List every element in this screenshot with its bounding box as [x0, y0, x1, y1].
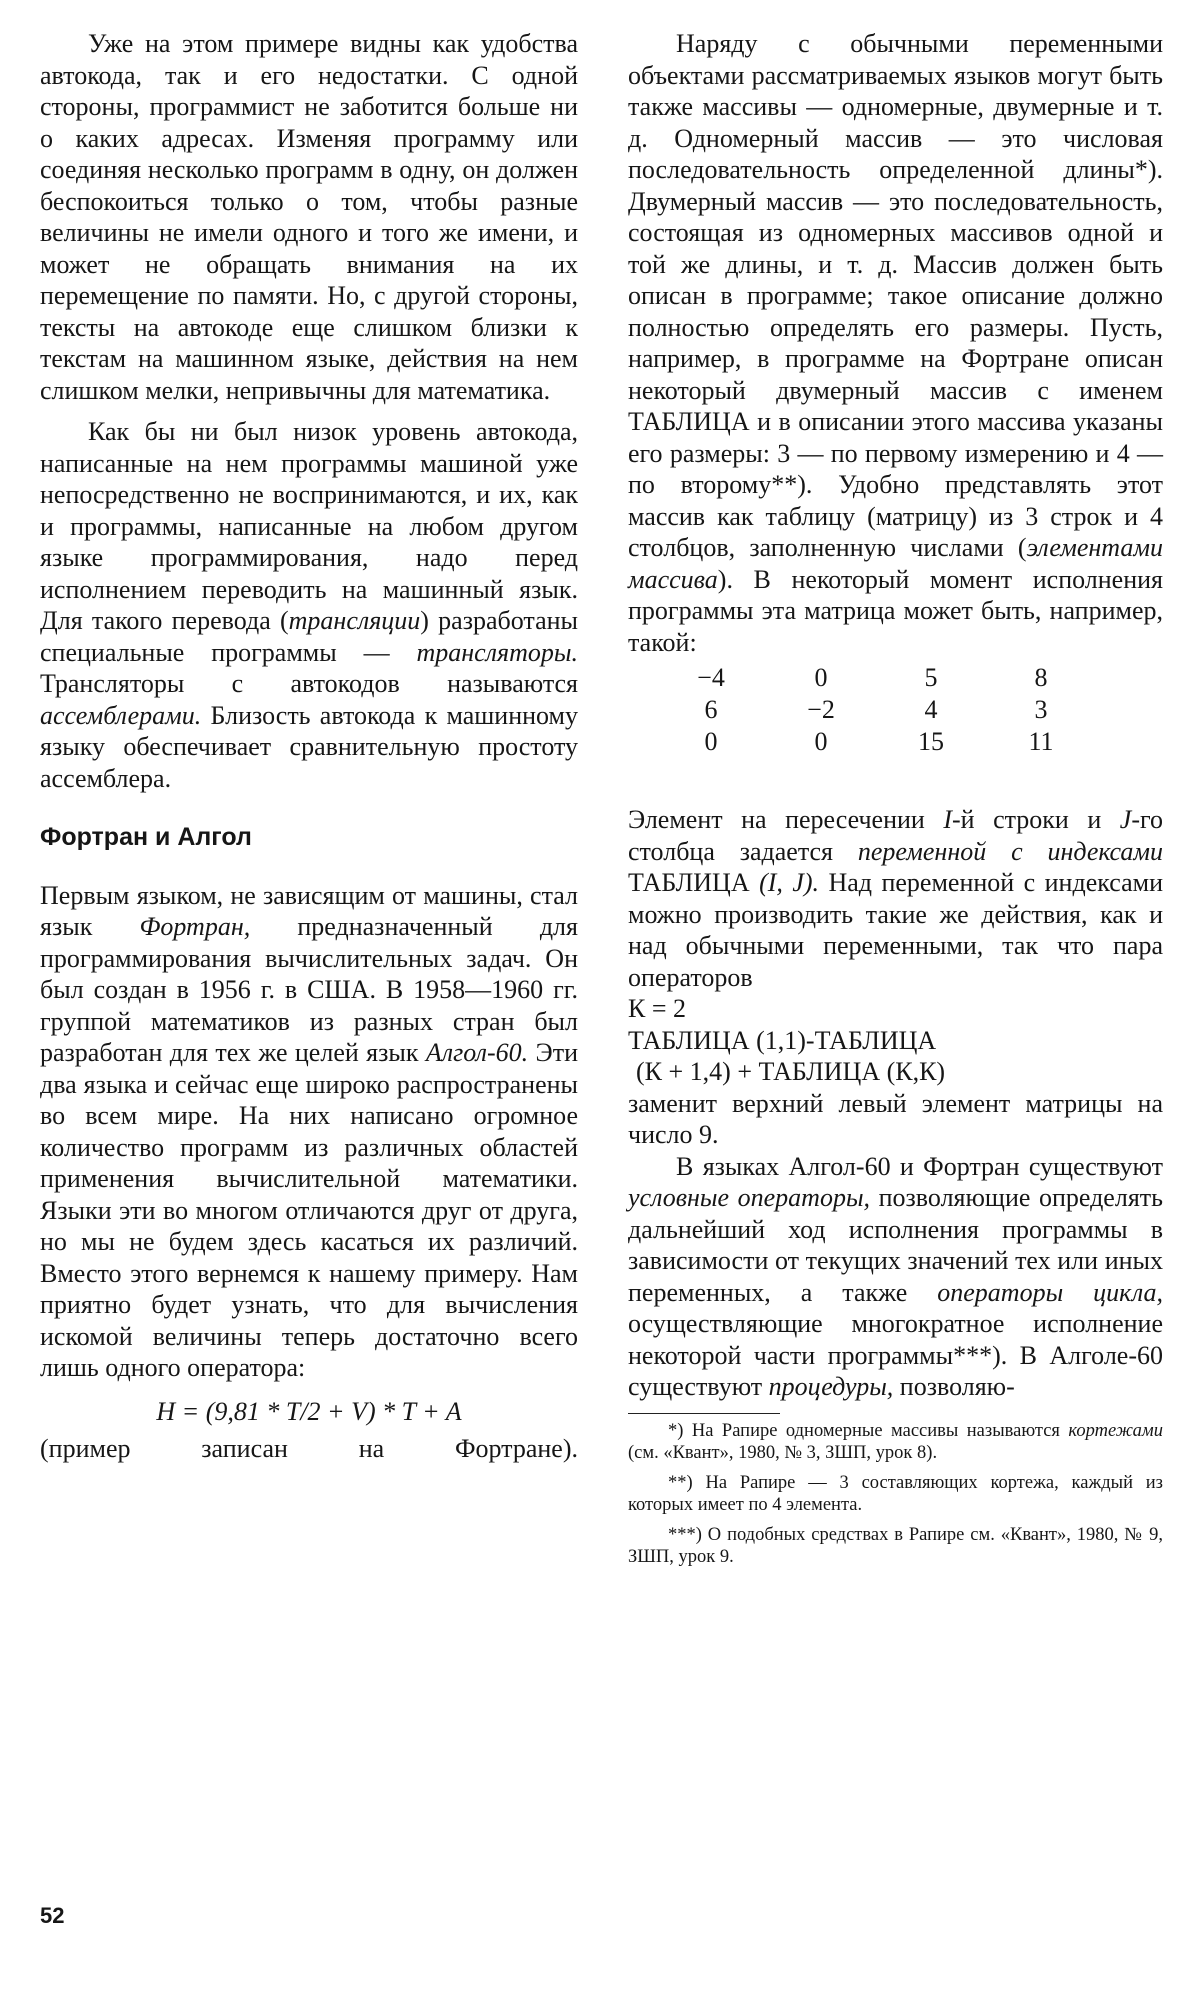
right-column [628, 28, 1163, 1568]
paragraph-translators: Как бы ни был низок уровень автокода, написанные на нем программы машиной уже непосредственно не воспринимаются, и их, как и программы, написанные на любом другом языке программирования, надо перед исполнением переводить на машинный язык. Для такого перевода (трансляции) разработаны специальные программы — трансляторы. Трансляторы с автокодов называются ассемблерами. Близость автокода к машинному языку обеспечивает сравнительную простоту ассемблера. [40, 417, 578, 793]
matrix-row [656, 726, 1096, 758]
paragraph-arrays: Наряду с обычными переменными объектами рассматриваемых языков могут быть также массивы — одномерные, двумерные и т. д. Одномерный массив — это числовая последовательность определенной длины*). Двумерный массив — это последовательность, состоящая из одномерных массивов одной и той же длины, и т. д. Массив должен быть описан в программе; такое описание должно полностью определять его размеры. Пусть, например, в программе на Фортране описан некоторый двумерный массив с именем ТАБЛИЦА и в описании этого массива указаны его размеры: 3 — по первому измерению и 4 — по второму**). Удобно представлять этот массив как таблицу (матрицу) из 3 строк и 4 столбцов, заполненную числами (элементами массива). В некоторый момент исполнения программы эта матрица может быть, например, такой: [628, 29, 1163, 657]
matrix-row [656, 694, 1096, 726]
matrix-cell: 5 [924, 663, 938, 693]
code-line: (К + 1,4) + ТАБЛИЦА (К,К) [636, 1057, 946, 1086]
paragraph-conditional-operators: В языках Алгол-60 и Фортран существуют условные операторы, позволяющие определять дальнейший ход исполнения программы в зависимости от текущих значений тех или иных переменных, а также операторы цикла, осуществляющие многократное исполнение некоторой части программы***). В Алголе-60 существуют процедуры, позволяю- [628, 1151, 1163, 1401]
matrix-cell: 11 [1028, 727, 1054, 757]
code-line: К = 2 [628, 994, 687, 1023]
matrix-cell: 0 [814, 727, 828, 757]
matrix-cell: −2 [807, 695, 835, 725]
paragraph-indexed-variable: Элемент на пересечении I-й строки и J-го столбца задается переменной с индексами ТАБЛИЦА (I, J). Над переменной с индексами можно производить такие же действия, как и над обычными переменными, так что пара операторов [628, 805, 1163, 992]
paragraph-autocode-pros-cons: Уже на этом примере видны как удобства автокода, так и его недостатки. С одной стороны, программист не заботится больше ни о каких адресах. Изменяя программу или соединяя несколько программ в одну, он должен беспокоиться только о том, чтобы разные величины не имели одного и того же имени, и может не обращать внимания на их перемещение по памяти. Но, с другой стороны, тексты на автокоде еще слишком близки к текстам на машинном языке, действия на нем слишком мелки, непривычны для математика. [40, 29, 578, 405]
paragraph-formula-note: (пример записан на Фортране). [40, 1434, 578, 1463]
matrix-row [656, 662, 1096, 694]
footnote-divider [628, 1413, 780, 1414]
section-heading: Фортран и Алгол [40, 823, 252, 851]
footnote: ***) О подобных средствах в Рапире см. «Квант», 1980, № 9, ЗШП, урок 9. [628, 1524, 1163, 1567]
paragraph-replace-element: заменит верхний левый элемент матрицы на число 9. [628, 1088, 1163, 1149]
matrix-cell: 3 [1034, 695, 1048, 725]
paragraph-fortran-algol: Первым языком, не зависящим от машины, стал язык Фортран, предназначенный для программирования вычислительных задач. Он был создан в 1956 г. в США. В 1958—1960 гг. группой математиков из разных стран был разработан для тех же целей язык Алгол-60. Эти два языка и сейчас еще широко распространены во всем мире. На них написано огромное количество программ из различных областей применения вычислительной математики. Языки эти во многом отличаются друг от друга, но мы не будем здесь касаться их различий. Вместо этого вернемся к нашему примеру. Нам приятно будет узнать, что для вычисления искомой величины теперь достаточно всего лишь одного оператора: [40, 880, 578, 1382]
code-line: ТАБЛИЦА (1,1)-ТАБЛИЦА [628, 1025, 937, 1055]
matrix-cell: 15 [918, 727, 944, 757]
footnote: *) На Рапире одномерные массивы называются кортежами (см. «Квант», 1980, № 3, ЗШП, урок 8). [628, 1420, 1163, 1463]
matrix-cell: 8 [1034, 663, 1048, 693]
left-column [40, 28, 578, 1465]
matrix-cell: 0 [704, 727, 718, 757]
matrix-cell: −4 [697, 663, 725, 693]
matrix-cell: 0 [814, 663, 828, 693]
matrix-table [656, 662, 1096, 758]
footnote: **) На Рапире — 3 составляющих кортежа, каждый из которых имеет по 4 элемента. [628, 1472, 1163, 1515]
page-number: 52 [40, 1903, 65, 1928]
formula: H = (9,81 * T/2 + V) * T + A [156, 1396, 462, 1426]
matrix-cell: 4 [924, 695, 938, 725]
matrix-cell: 6 [704, 695, 718, 725]
